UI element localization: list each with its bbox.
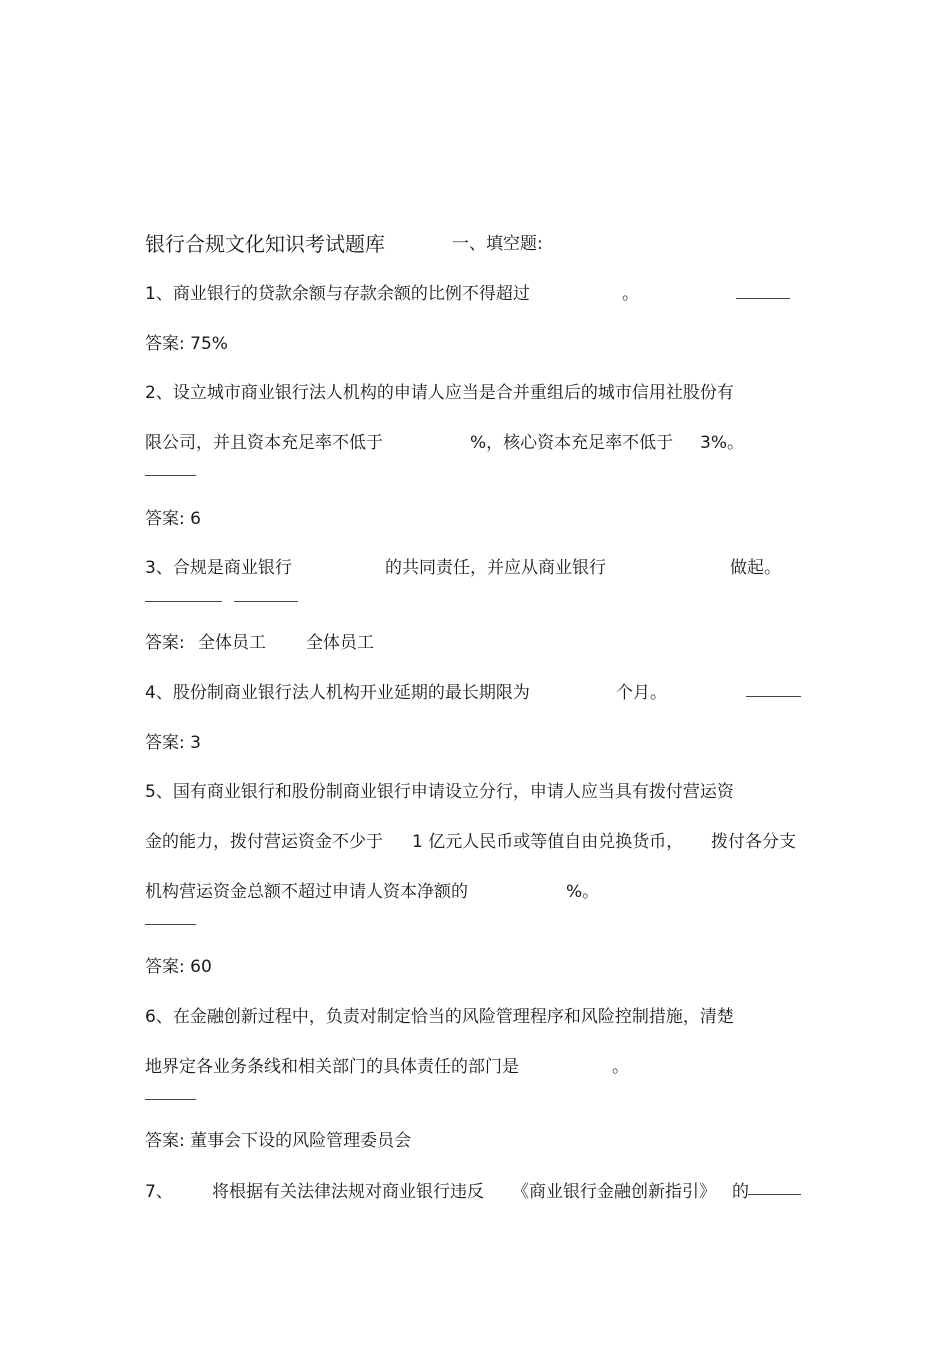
question-5-line-1: 5、国有商业银行和股份制商业银行申请设立分行，申请人应当具有拨付营运资 (145, 782, 734, 802)
answer-blank (145, 475, 196, 476)
question-3-text-a: 3、合规是商业银行 (145, 558, 292, 578)
question-6-line-1: 6、在金融创新过程中，负责对制定恰当的风险管理程序和风险控制措施，清楚 (145, 1007, 734, 1027)
question-2-line-1: 2、设立城市商业银行法人机构的申请人应当是合并重组后的城市信用社股份有 (145, 383, 734, 403)
question-3-text-b: 的共同责任，并应从商业银行 (385, 558, 606, 578)
question-4-answer: 答案: 3 (145, 733, 201, 753)
answer-blank (748, 1194, 801, 1195)
question-3-answer-2: 全体员工 (306, 633, 374, 653)
question-7-text-a: 将根据有关法律法规对商业银行违反 (212, 1182, 484, 1202)
question-7-text-b: 《商业银行金融创新指引》 (512, 1182, 716, 1202)
question-3-text-c: 做起。 (730, 558, 781, 578)
answer-blank (736, 298, 790, 299)
question-5-line-3b: %。 (566, 882, 600, 902)
question-2-line-2b: %，核心资本充足率不低于 (470, 433, 674, 453)
question-6-line-2a: 地界定各业务条线和相关部门的具体责任的部门是 (145, 1057, 519, 1077)
question-2-answer: 答案: 6 (145, 509, 201, 529)
question-2-line-2c: 3%。 (700, 433, 744, 453)
question-7-text-c: 的 (732, 1182, 749, 1202)
answer-blank (145, 924, 196, 925)
question-5-line-2c: 拨付各分支 (711, 832, 796, 852)
question-3-answer-1: 全体员工 (198, 633, 266, 653)
question-3-answer-label: 答案: (145, 633, 185, 653)
answer-blank (145, 601, 222, 602)
question-5-line-2a: 金的能力，拨付营运资金不少于 (145, 832, 383, 852)
answer-blank (145, 1099, 196, 1100)
answer-blank (234, 601, 298, 602)
question-6-line-2b: 。 (612, 1057, 629, 1077)
question-4-end: 个月。 (616, 683, 667, 703)
question-1-text: 1、商业银行的贷款余额与存款余额的比例不得超过 (145, 284, 530, 304)
document-title: 银行合规文化知识考试题库 (145, 232, 385, 256)
question-1-answer: 答案: 75% (145, 334, 228, 354)
answer-blank (746, 696, 801, 697)
question-2-line-2a: 限公司，并且资本充足率不低于 (145, 433, 383, 453)
section-heading: 一、填空题: (452, 234, 543, 254)
question-6-answer: 答案: 董事会下设的风险管理委员会 (145, 1131, 412, 1151)
question-4-text: 4、股份制商业银行法人机构开业延期的最长期限为 (145, 683, 530, 703)
question-1-end: 。 (622, 284, 639, 304)
question-5-line-3a: 机构营运资金总额不超过申请人资本净额的 (145, 882, 468, 902)
question-5-answer: 答案: 60 (145, 957, 212, 977)
question-7-number: 7、 (145, 1182, 173, 1202)
question-5-line-2b: 1 亿元人民币或等值自由兑换货币， (412, 832, 684, 852)
